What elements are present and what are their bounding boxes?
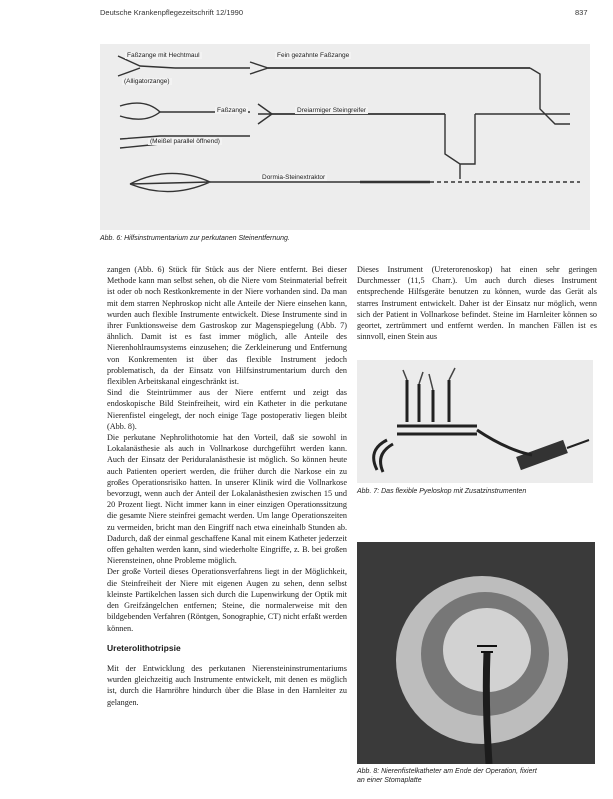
catheter-illustration bbox=[357, 542, 595, 764]
figure-7-caption: Abb. 7: Das flexible Pyeloskop mit Zusatzinstrumenten bbox=[357, 488, 527, 495]
figure-8-photo bbox=[357, 542, 595, 764]
label-fein-gezahnt: Fein gezahnte Faßzange bbox=[277, 52, 350, 59]
instruments-illustration bbox=[100, 44, 590, 230]
pyeloscope-illustration bbox=[357, 360, 593, 483]
figure-8-caption-line2: an einer Stomaplatte bbox=[357, 777, 422, 784]
journal-header: Deutsche Krankenpflegezeitschrift 12/1990 bbox=[100, 8, 244, 17]
paragraph: Sind die Steintrümmer aus der Niere entfernt und zeigt das endoskopische Bild Steinfreiheit, wird ein Katheter in die perkutane Nierenfistel eingelegt, der noch einige Tage postoperativ liegen bleibt (Abb. 8). bbox=[107, 388, 347, 431]
label-meissel: (Meißel parallel öffnend) bbox=[150, 138, 220, 145]
right-column bbox=[357, 264, 597, 342]
paragraph: Der große Vorteil dieses Operationsverfahrens liegt in der Möglichkeit, die Steinfreiheit der Niere mit eigenen Augen zu sehen, denn selbst kleinste Partikelchen lassen sich durch die Lupenwirkung der Optik mit den Greifzängelchen entfernen; Steine, die normalerweise mit den bildgebenden Verfahren (Röntgen, Sonographie, CT) nicht erfaßt werden können. bbox=[107, 567, 347, 633]
label-hechtmaul: Faßzange mit Hechtmaul bbox=[127, 52, 200, 59]
figure-6-instruments bbox=[100, 44, 590, 230]
section-heading: Ureterolithotripsie bbox=[107, 642, 181, 653]
label-fasszange: Faßzange bbox=[217, 107, 247, 114]
page-number: 837 bbox=[575, 8, 588, 17]
label-dormia: Dormia-Steinextraktor bbox=[262, 174, 326, 181]
paragraph: Mit der Entwicklung des perkutanen Nierensteininstrumentariums wurden gleichzeitig auch Instrumente entwickelt, mit denen es möglich ist, durch die Harnröhre hindurch über die Blase in den Harnleiter zu gelangen. bbox=[107, 663, 347, 707]
paragraph: zangen (Abb. 6) Stück für Stück aus der Niere entfernt. Bei dieser Methode kann man selbst sehen, ob die Niere vom Steinmaterial befreit ist oder ob noch Restkonkremente in der Niere vorhanden sind. Da man mit dem starren Nephroskop nicht alle Anteile der Niere einsehen kann, wurden auch flexible Instrumente entwickelt. Diese Instrumente sind in ihrer Funktionsweise dem Gastroskop zur Magenspiegelung (Abb. 7) ähnlich. Damit ist es fast immer möglich, alle Anteile des Nierenhohlraumsystems einzusehen; die Zerkleinerung und Entfernung von Konkrementen ist über das flexible Instrument jedoch problematisch, da der Einsatz von Hilfsinstrumentarium durch den flexiblen Arbeitskanal eingeschränkt ist. bbox=[107, 265, 347, 387]
label-alligator: (Alligatorzange) bbox=[124, 78, 170, 85]
figure-6-caption: Abb. 6: Hilfsinstrumentarium zur perkutanen Steinentfernung. bbox=[100, 235, 290, 242]
paragraph: Die perkutane Nephrolithotomie hat den Vorteil, daß sie sowohl in Lokalanästhesie als auch in Vollnarkose durchgeführt werden kann. Auch der Einsatz der Periduralanästhesie ist möglich. So können heute auch Patienten operiert werden, die früher durch die Narkose ein zu großes Operationsrisiko hatten. In unserer Klinik wird die Vollnarkose bevorzugt, wenn auch der Anteil der Lokalanästhesien zwischen 15 und 20 Prozent liegt. Nicht immer kann in einer einzigen Operationssitzung die gesamte Niere steinfrei gemacht werden. Um lange Operationszeiten zu vermeiden, bricht man den Eingriff nach etwa eineinhalb Stunden ab. Dadurch, daß der einmal geschaffene Kanal mit einem Katheter jederzeit offen gehalten werden kann, sind wiederholte Eingriffe, z. B. bei großen Nierensteinen, ohne Probleme möglich. bbox=[107, 433, 347, 566]
figure-7-photo bbox=[357, 360, 593, 483]
left-column bbox=[107, 264, 347, 708]
label-dreiarmiger: Dreiarmiger Steingreifer bbox=[297, 107, 366, 114]
paragraph: Dieses Instrument (Ureterorenoskop) hat einen sehr geringen Durchmesser (11,5 Charr.). Um auch durch dieses Instrument entsprechende Hilfsgeräte benutzen zu können, wurde das Gerät als starres Instrument entwickelt. Daher ist der Einsatz nur möglich, wenn sich der Patient in Vollnarkose befindet. Steine im Harnleiter können so geortet, zertrümmert und entfernt werden. In manchen Fällen ist es sinnvoll, einen Stein aus bbox=[357, 265, 597, 342]
figure-8-caption-line1: Abb. 8: Nierenfistelkatheter am Ende der Operation, fixiert bbox=[357, 768, 537, 775]
